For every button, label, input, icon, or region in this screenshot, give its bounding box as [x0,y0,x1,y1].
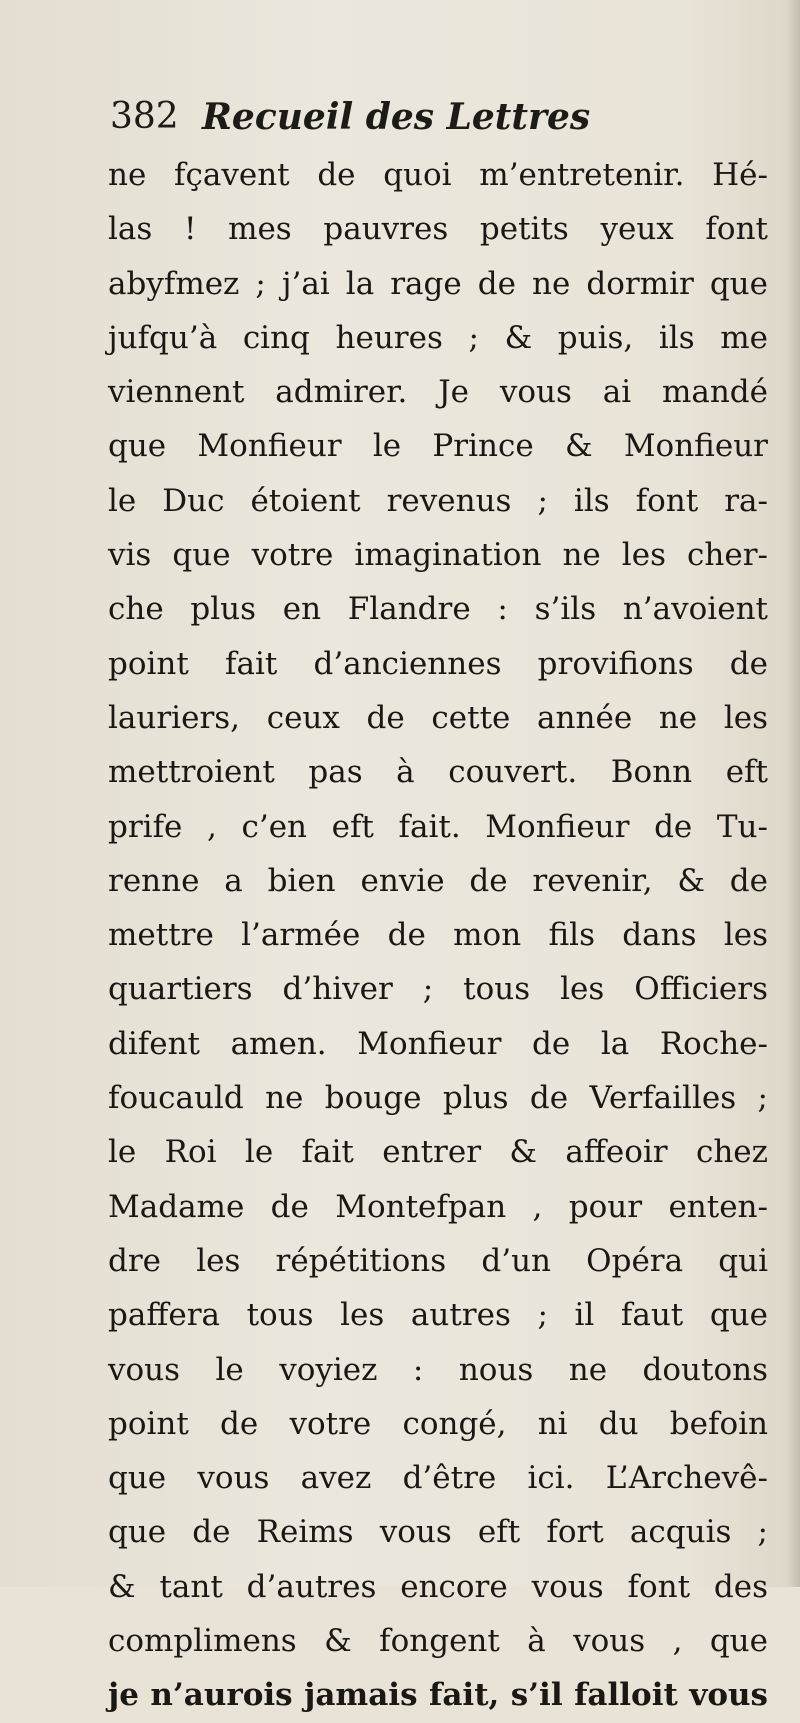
text-line-13: prife , c’en eft fait. Monfieur de Tu- [108,808,768,845]
text-line-29: je n’aurois jamais fait, s’il falloit vous [108,1677,768,1714]
text-line-22: paffera tous les autres ; il faut que [108,1297,768,1334]
text-line-6: que Monfieur le Prince & Monfieur [108,428,768,465]
text-line-21: dre les répétitions d’un Opéra qui [108,1242,768,1279]
page-header [110,92,710,142]
text-line-19: le Roi le fait entrer & affeoir chez [108,1134,768,1171]
text-line-15: mettre l’armée de mon fils dans les [108,917,768,954]
text-line-5: viennent admirer. Je vous ai mandé [108,374,768,411]
text-line-25: que vous avez d’être ici. L’Archevê- [108,1460,768,1497]
text-line-26: que de Reims vous eft fort acquis ; [108,1514,768,1551]
text-line-20: Madame de Montefpan , pour enten- [108,1188,768,1225]
text-line-1: ne fçavent de quoi m’entretenir. Hé- [108,157,768,193]
text-line-9: che plus en Flandre : s’ils n’avoient [108,591,768,628]
text-line-3: abyfmez ; j’ai la rage de ne dormir que [108,265,768,302]
letter-text [108,148,768,1723]
text-line-24: point de votre congé, ni du befoin [108,1405,768,1442]
text-line-17: difent amen. Monfieur de la Roche- [108,1025,768,1062]
text-line-23: vous le voyiez : nous ne doutons [108,1351,768,1388]
text-line-11: lauriers, ceux de cette année ne les [108,699,768,736]
text-line-27: & tant d’autres encore vous font des [108,1568,768,1605]
text-line-7: le Duc étoient revenus ; ils font ra- [108,482,768,519]
text-line-2: las ! mes pauvres petits yeux font [108,211,768,248]
text-line-18: foucauld ne bouge plus de Verfailles ; [108,1080,768,1117]
text-line-16: quartiers d’hiver ; tous les Officiers [108,971,768,1008]
text-line-4: jufqu’à cinq heures ; & puis, ils me [108,319,768,356]
text-line-28: complimens & fongent à vous , que [108,1623,768,1660]
text-line-10: point fait d’anciennes provifions de [108,645,768,682]
text-line-12: mettroient pas à couvert. Bonn eft [108,754,768,791]
running-title: Recueil des Lettres [202,96,591,138]
text-line-8: vis que votre imagination ne les cher- [108,537,768,574]
text-line-14: renne a bien envie de revenir, & de [108,862,768,899]
page-number: 382 [110,96,179,137]
page-edge-shadow [786,0,800,1587]
